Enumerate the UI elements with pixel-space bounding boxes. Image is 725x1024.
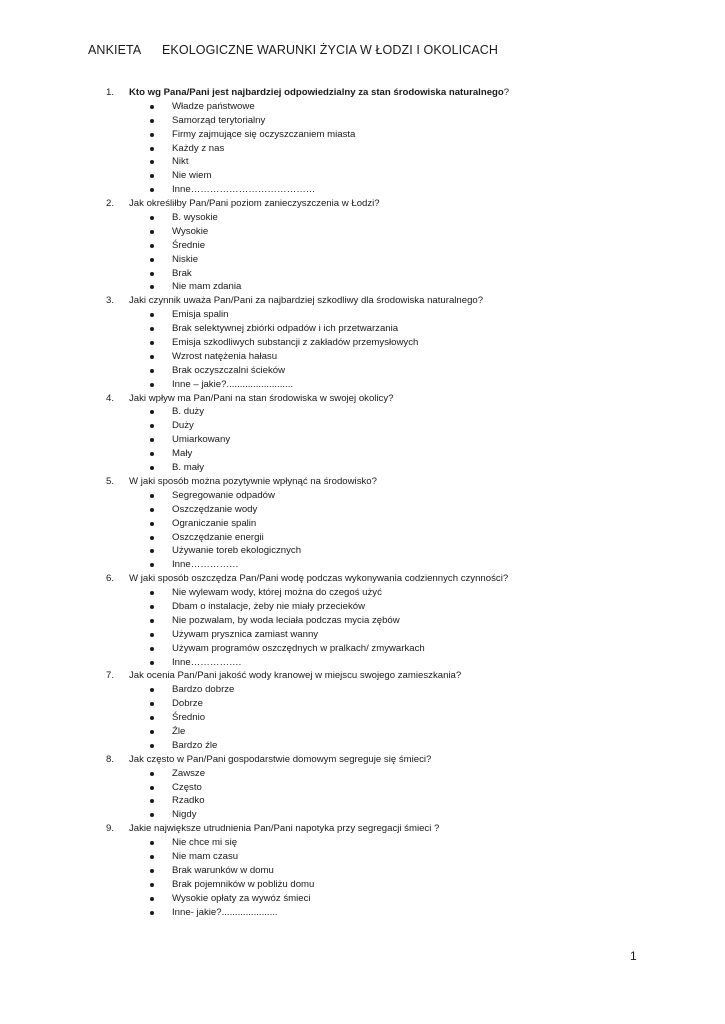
answer-text: Samorząd terytorialny bbox=[172, 114, 266, 126]
answer-option bbox=[0, 544, 725, 558]
bullet-icon bbox=[150, 272, 154, 276]
answer-text: Niskie bbox=[172, 253, 199, 265]
bullet-icon bbox=[150, 438, 154, 442]
answer-text: Wzrost natężenia hałasu bbox=[172, 350, 278, 362]
answer-text: Używam prysznica zamiast wanny bbox=[172, 628, 319, 640]
answer-text: Brak bbox=[172, 267, 192, 279]
answer-text: Duży bbox=[172, 420, 194, 432]
answer-option bbox=[0, 405, 725, 419]
bullet-icon bbox=[150, 355, 154, 359]
bullet-icon bbox=[150, 216, 154, 220]
document-title: EKOLOGICZNE WARUNKI ŻYCIA W ŁODZI I OKOLICACH bbox=[162, 43, 499, 57]
answer-text: Brak selektywnej zbiórki odpadów i ich przetwarzania bbox=[172, 323, 399, 335]
question-text bbox=[129, 669, 461, 683]
answer-text: Inne………………………………… bbox=[172, 184, 316, 196]
question-text-regular: Jaki wpływ ma Pan/Pani na stan środowiska w swojej okolicy? bbox=[129, 392, 394, 404]
bullet-icon bbox=[150, 799, 154, 803]
question bbox=[0, 86, 725, 100]
question-text bbox=[129, 392, 393, 406]
answer-option bbox=[0, 614, 725, 628]
answer-text: B. duży bbox=[172, 406, 204, 418]
bullet-icon bbox=[150, 730, 154, 734]
answer-option bbox=[0, 711, 725, 725]
answer-option bbox=[0, 781, 725, 795]
answer-text: Każdy z nas bbox=[172, 142, 225, 154]
answer-option bbox=[0, 364, 725, 378]
question-number: 5. bbox=[106, 475, 115, 487]
answer-text: Firmy zajmujące się oczyszczaniem miasta bbox=[172, 128, 356, 140]
question-text bbox=[129, 822, 439, 836]
bullet-icon bbox=[150, 786, 154, 790]
bullet-icon bbox=[150, 119, 154, 123]
question-number: 7. bbox=[106, 670, 115, 682]
bullet-icon bbox=[150, 369, 154, 373]
answer-option bbox=[0, 864, 725, 878]
answer-option bbox=[0, 697, 725, 711]
answer-text: Brak warunków w domu bbox=[172, 864, 274, 876]
answer-text: Zawsze bbox=[172, 767, 206, 779]
bullet-icon bbox=[150, 841, 154, 845]
bullet-icon bbox=[150, 160, 154, 164]
answer-option bbox=[0, 169, 725, 183]
answer-text: Średnie bbox=[172, 239, 206, 251]
bullet-icon bbox=[150, 285, 154, 289]
bullet-icon bbox=[150, 536, 154, 540]
bullet-icon bbox=[150, 327, 154, 331]
question bbox=[0, 392, 725, 406]
answer-option bbox=[0, 836, 725, 850]
answer-option bbox=[0, 878, 725, 892]
question-number: 2. bbox=[106, 198, 115, 210]
question bbox=[0, 753, 725, 767]
bullet-icon bbox=[150, 188, 154, 192]
bullet-icon bbox=[150, 869, 154, 873]
answer-text: Używanie toreb ekologicznych bbox=[172, 545, 302, 557]
answer-text: Źle bbox=[172, 725, 186, 737]
answer-option bbox=[0, 628, 725, 642]
question-text bbox=[129, 753, 431, 767]
bullet-icon bbox=[150, 661, 154, 665]
question-number: 8. bbox=[106, 753, 115, 765]
question-number: 6. bbox=[106, 573, 115, 585]
question-text-regular: Jaki czynnik uważa Pan/Pani za najbardziej szkodliwy dla środowiska naturalnego? bbox=[129, 295, 484, 307]
answer-option bbox=[0, 100, 725, 114]
answer-option bbox=[0, 433, 725, 447]
bullet-icon bbox=[150, 147, 154, 151]
answer-option bbox=[0, 308, 725, 322]
bullet-icon bbox=[150, 813, 154, 817]
header-label: ANKIETA bbox=[88, 43, 142, 57]
answer-text: Często bbox=[172, 781, 202, 793]
answer-text: Nie chce mi się bbox=[172, 837, 238, 849]
question-text bbox=[129, 197, 380, 211]
answer-text: Nikt bbox=[172, 156, 189, 168]
bullet-icon bbox=[150, 716, 154, 720]
answer-option bbox=[0, 447, 725, 461]
answer-option bbox=[0, 155, 725, 169]
bullet-icon bbox=[150, 647, 154, 651]
bullet-icon bbox=[150, 855, 154, 859]
answer-option bbox=[0, 503, 725, 517]
answer-text: Segregowanie odpadów bbox=[172, 489, 275, 501]
answer-option bbox=[0, 517, 725, 531]
answer-option bbox=[0, 600, 725, 614]
answer-option bbox=[0, 350, 725, 364]
bullet-icon bbox=[150, 897, 154, 901]
bullet-icon bbox=[150, 313, 154, 317]
bullet-icon bbox=[150, 522, 154, 526]
answer-text: Nie pozwalam, by woda leciała podczas mycia zębów bbox=[172, 614, 400, 626]
bullet-icon bbox=[150, 466, 154, 470]
question-text-regular: ? bbox=[503, 87, 510, 98]
answer-option bbox=[0, 322, 725, 336]
bullet-icon bbox=[150, 494, 154, 498]
answer-option bbox=[0, 128, 725, 142]
answer-option bbox=[0, 767, 725, 781]
bullet-icon bbox=[150, 605, 154, 609]
answer-text: Mały bbox=[172, 448, 193, 460]
answer-option bbox=[0, 419, 725, 433]
answer-text: Dbam o instalacje, żeby nie miały przecieków bbox=[172, 600, 366, 612]
question bbox=[0, 669, 725, 683]
question-text-regular: Jak często w Pan/Pani gospodarstwie domowym segreguje się śmieci? bbox=[129, 753, 432, 765]
bullet-icon bbox=[150, 105, 154, 109]
bullet-icon bbox=[150, 258, 154, 262]
answer-text: Bardzo dobrze bbox=[172, 684, 235, 696]
bullet-icon bbox=[150, 452, 154, 456]
bullet-icon bbox=[150, 619, 154, 623]
answer-text: Używam programów oszczędnych w pralkach/ zmywarkach bbox=[172, 642, 425, 654]
answer-option bbox=[0, 558, 725, 572]
answer-text: Brak pojemników w pobliżu domu bbox=[172, 878, 315, 890]
answer-text: Ograniczanie spalin bbox=[172, 517, 257, 529]
question-text-regular: Jakie największe utrudnienia Pan/Pani napotyka przy segregacji śmieci ? bbox=[129, 823, 440, 835]
answer-text: Wysokie opłaty za wywóz śmieci bbox=[172, 892, 311, 904]
answer-option bbox=[0, 461, 725, 475]
answer-option bbox=[0, 239, 725, 253]
answer-option bbox=[0, 739, 725, 753]
bullet-icon bbox=[150, 702, 154, 706]
answer-option bbox=[0, 225, 725, 239]
bullet-icon bbox=[150, 424, 154, 428]
bullet-icon bbox=[150, 591, 154, 595]
answer-option bbox=[0, 850, 725, 864]
answer-text: B. wysokie bbox=[172, 212, 218, 224]
answer-text: Inne……………. bbox=[172, 656, 242, 668]
answer-option bbox=[0, 378, 725, 392]
answer-text: Nie mam czasu bbox=[172, 850, 239, 862]
answer-option bbox=[0, 211, 725, 225]
bullet-icon bbox=[150, 744, 154, 748]
answer-text: Dobrze bbox=[172, 698, 203, 710]
question-text-regular: W jaki sposób można pozytywnie wpłynąć na środowisko? bbox=[129, 475, 377, 487]
questionnaire bbox=[0, 86, 725, 919]
question bbox=[0, 572, 725, 586]
question-text-bold: Kto wg Pana/Pani jest najbardziej odpowiedzialny za stan środowiska naturalnego bbox=[129, 87, 504, 98]
answer-text: Inne…………… bbox=[172, 559, 239, 571]
answer-option bbox=[0, 142, 725, 156]
answer-text: Wysokie bbox=[172, 225, 209, 237]
answer-text: Średnio bbox=[172, 712, 206, 724]
answer-text: Inne- jakie?..................... bbox=[172, 906, 278, 918]
answer-text: Rzadko bbox=[172, 795, 205, 807]
bullet-icon bbox=[150, 549, 154, 553]
bullet-icon bbox=[150, 410, 154, 414]
bullet-icon bbox=[150, 133, 154, 137]
answer-text: Emisja spalin bbox=[172, 309, 229, 321]
bullet-icon bbox=[150, 244, 154, 248]
bullet-icon bbox=[150, 772, 154, 776]
answer-text: Nie mam zdania bbox=[172, 281, 242, 293]
question-text bbox=[129, 86, 509, 100]
answer-text: Inne – jakie?......................... bbox=[172, 378, 294, 390]
question-text-regular: W jaki sposób oszczędza Pan/Pani wodę podczas wykonywania codziennych czynności? bbox=[129, 573, 509, 585]
answer-text: Nigdy bbox=[172, 809, 197, 821]
question bbox=[0, 475, 725, 489]
bullet-icon bbox=[150, 688, 154, 692]
question-number: 4. bbox=[106, 392, 115, 404]
bullet-icon bbox=[150, 633, 154, 637]
answer-option bbox=[0, 489, 725, 503]
answer-text: Nie wiem bbox=[172, 170, 212, 182]
answer-text: Władze państwowe bbox=[172, 100, 255, 112]
bullet-icon bbox=[150, 174, 154, 178]
answer-option bbox=[0, 183, 725, 197]
page-number: 1 bbox=[630, 949, 637, 963]
answer-option bbox=[0, 586, 725, 600]
answer-text: Umiarkowany bbox=[172, 434, 231, 446]
answer-option bbox=[0, 808, 725, 822]
question-text-regular: Jak ocenia Pan/Pani jakość wody kranowej w miejscu swojego zamieszkania? bbox=[129, 670, 462, 682]
answer-option bbox=[0, 794, 725, 808]
answer-option bbox=[0, 114, 725, 128]
bullet-icon bbox=[150, 883, 154, 887]
answer-text: B. mały bbox=[172, 462, 204, 474]
answer-option bbox=[0, 656, 725, 670]
answer-option bbox=[0, 336, 725, 350]
answer-option bbox=[0, 892, 725, 906]
answer-option bbox=[0, 725, 725, 739]
question-text bbox=[129, 475, 377, 489]
bullet-icon bbox=[150, 383, 154, 387]
bullet-icon bbox=[150, 563, 154, 567]
answer-option bbox=[0, 280, 725, 294]
bullet-icon bbox=[150, 341, 154, 345]
question-number: 1. bbox=[106, 87, 115, 98]
answer-text: Oszczędzanie energii bbox=[172, 531, 264, 543]
answer-option bbox=[0, 531, 725, 545]
question bbox=[0, 294, 725, 308]
answer-text: Emisja szkodliwych substancji z zakładów przemysłowych bbox=[172, 337, 419, 349]
question-number: 3. bbox=[106, 295, 115, 307]
question-number: 9. bbox=[106, 823, 115, 835]
answer-text: Oszczędzanie wody bbox=[172, 503, 258, 515]
bullet-icon bbox=[150, 508, 154, 512]
answer-option bbox=[0, 906, 725, 920]
answer-option bbox=[0, 683, 725, 697]
answer-text: Bardzo źle bbox=[172, 739, 218, 751]
question bbox=[0, 197, 725, 211]
answer-option bbox=[0, 253, 725, 267]
answer-option bbox=[0, 642, 725, 656]
answer-text: Nie wylewam wody, której można do czegoś użyć bbox=[172, 587, 382, 599]
bullet-icon bbox=[150, 230, 154, 234]
question-text-regular: Jak określiłby Pan/Pani poziom zanieczyszczenia w Łodzi? bbox=[129, 198, 380, 210]
question bbox=[0, 822, 725, 836]
answer-option bbox=[0, 267, 725, 281]
document-header bbox=[88, 43, 498, 57]
answer-text: Brak oczyszczalni ścieków bbox=[172, 364, 286, 376]
question-text bbox=[129, 294, 483, 308]
question-text bbox=[129, 572, 508, 586]
bullet-icon bbox=[150, 911, 154, 915]
